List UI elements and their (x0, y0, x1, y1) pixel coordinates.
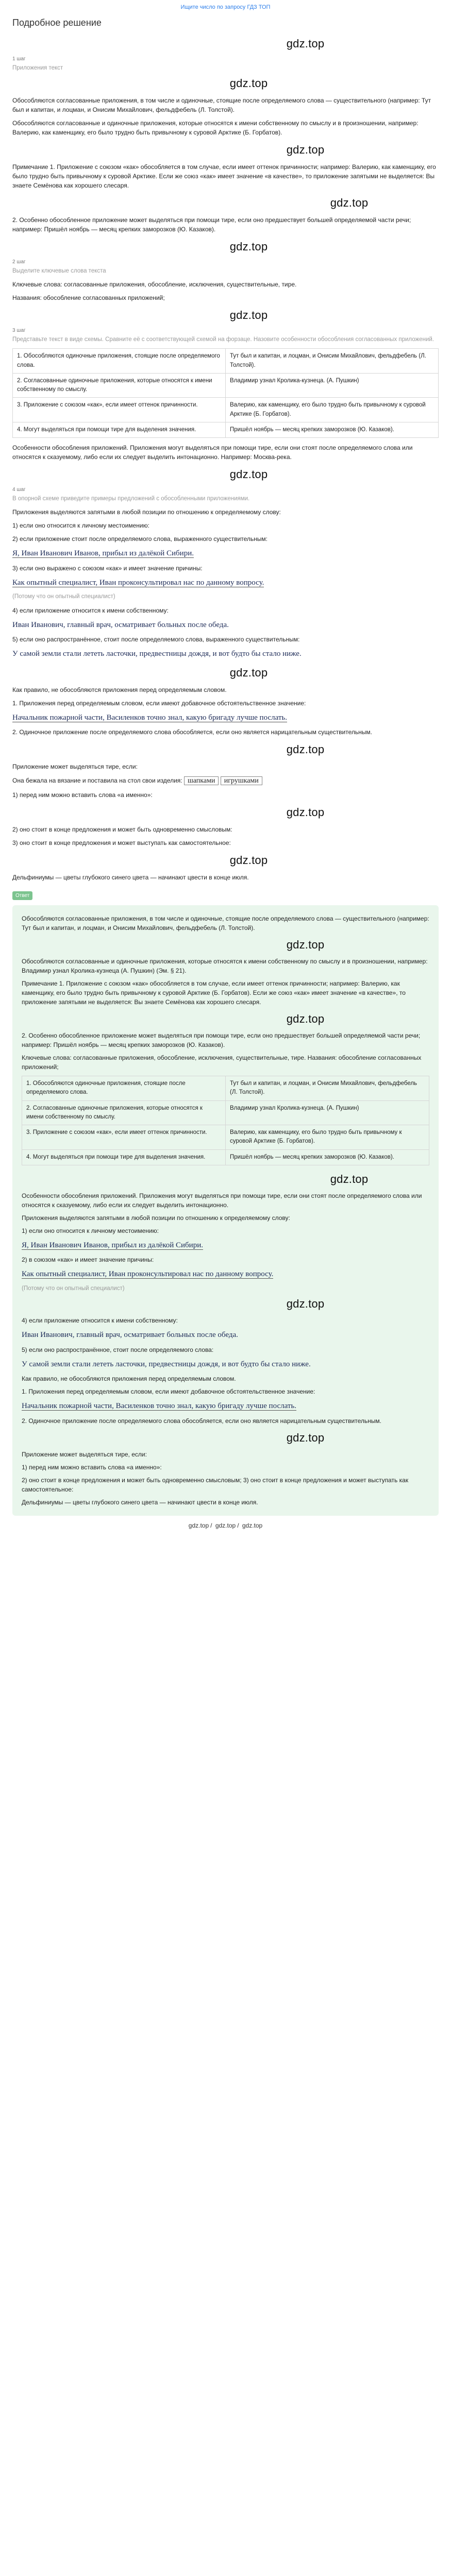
paragraph: 1) если оно относится к личному местоимению: (22, 1227, 159, 1234)
paragraph: Ключевые слова: согласованные приложения, обособление, исключения, существительные, тире. (12, 281, 297, 288)
table-row (13, 349, 439, 374)
paragraph: Приложения выделяются запятыми в любой позиции по отношению к определяемому слову: (12, 509, 281, 516)
table-cell: Пришёл ноябрь — месяц крепких заморозков (Ю. Казаков). (226, 422, 439, 437)
watermark: gdz.top (229, 468, 268, 481)
handwritten-example (12, 577, 439, 589)
handwritten-text: Как опытный специалист, Иван проконсультировал нас по данному вопросу. (12, 578, 264, 587)
paragraph (12, 775, 439, 786)
table-cell: 1. Обособляются одиночные приложения, стоящие после определяемого слова. (13, 349, 226, 374)
handwritten-example (12, 648, 439, 660)
paragraph: Обособляются согласованные и одиночные приложения, которые относятся к имени собственному по смыслу и в произношении, например: Валерию, как каменщику, его было трудно быть привычному к суровой Арктике (Б. Горбатов). (12, 119, 419, 136)
paragraph: 1. Приложения перед определяемым словом, если имеют добавочное обстоятельственное значение: (12, 699, 306, 707)
boxed-word: шапками (184, 776, 219, 785)
footer-links: gdz.top / gdz.top / gdz.top (188, 1521, 263, 1529)
table-cell: Владимир узнал Кролика-кузнеца. (А. Пушкин) (226, 373, 439, 398)
examples-table (12, 348, 439, 438)
text: Она бежала на вязание и поставила на стол свои изделия: (12, 777, 182, 784)
table-cell: 3. Приложение с союзом «как», если имеет оттенок причинности. (13, 398, 226, 422)
watermark: gdz.top (229, 240, 268, 253)
paragraph: 2) если приложение стоит после определяемого слова, выраженного существительным: (12, 535, 268, 543)
paragraph: 2) оно стоит в конце предложения и может быть одновременно смысловым: (12, 826, 232, 833)
handwritten-text: У самой земли стали лететь ласточки, предвестницы дождя, и вот будто бы стало ниже. (22, 1360, 311, 1368)
paragraph: 2. Особенно обособленное приложение может выделяться при помощи тире, если оно предшествует большей определяемой части речи; например: Пришёл ноябрь — месяц крепких заморозков (Ю. Казаков). (12, 216, 411, 233)
handwritten-example (12, 712, 439, 724)
table-cell: Пришёл ноябрь — месяц крепких заморозков (Ю. Казаков). (226, 1149, 429, 1165)
paragraph: Дельфиниумы — цветы глубокого синего цвета — начинают цвести в конце июля. (12, 874, 249, 881)
paragraph: Названия: обособление согласованных приложений; (12, 294, 165, 301)
paragraph: Как правило, не обособляются приложения перед определяемым словом. (12, 686, 227, 693)
handwritten-text: Как опытный специалист, Иван проконсультировал нас по данному вопросу. (22, 1270, 274, 1279)
paragraph: Обособляются согласованные приложения, в том числе и одиночные, стоящие после определяемого слова — существительного (например: Тут был и капитан, и лоцман, и Онисим Михайлович, фельдфебель (Л. Толстой). (22, 915, 429, 931)
step-subtitle: Приложения текст (12, 64, 63, 71)
paragraph: 2. Особенно обособленное приложение может выделяться при помощи тире, если оно предшествует большей определяемой части речи; например: Пришёл ноябрь — месяц крепких заморозков (Ю. Казаков). (22, 1032, 421, 1048)
boxed-word: игрушками (221, 776, 262, 785)
paragraph: Особенности обособления приложений. Приложения могут выделяться при помощи тире, если они стоят после определяемого слова или относятся к сказуемому, либо если их следует выделить интонационно. (22, 1192, 422, 1209)
paragraph: Дельфиниумы — цветы глубокого синего цвета — начинают цвести в конце июля. (22, 1498, 258, 1506)
watermark: gdz.top (229, 76, 268, 90)
step-subtitle: В опорной схеме приведите примеры предложений с обособленными приложениями. (12, 496, 250, 502)
answer-box (12, 905, 439, 1516)
watermark: gdz.top (229, 666, 268, 679)
table-cell: Тут был и капитан, и лоцман, и Онисим Михайлович, фельдфебель (Л. Толстой). (226, 349, 439, 374)
table-cell: 4. Могут выделяться при помощи тире для выделения значения. (22, 1149, 226, 1165)
paragraph: 1) перед ним можно вставить слова «а именно»: (22, 1463, 162, 1471)
paragraph: 5) если оно распространённое, стоит после определяемого слова: (22, 1346, 214, 1353)
step-label: 4 шаг (12, 487, 26, 493)
footer-link[interactable]: gdz.top (188, 1521, 209, 1529)
paragraph: Примечание 1. Приложение с союзом «как» обособляется в том случае, если имеет оттенок причинности; например: Валерию, как каменщику, его было трудно быть привычному к суровой Арктике. Если же союз «как» имеет значение «в качестве», то приложение запятыми не выделяется: Вы знаете Семёнова как хорошего слесаря. (12, 163, 436, 189)
paragraph: 1. Приложения перед определяемым словом, если имеют добавочное обстоятельственное значение: (22, 1388, 315, 1395)
paragraph: 2. Одиночное приложение после определяемого слова обособляется, если оно является нарицательным существительным. (22, 1417, 381, 1425)
watermark: gdz.top (229, 309, 268, 321)
handwritten-example (22, 1359, 429, 1370)
handwritten-text: Я, Иван Иванович Иванов, прибыл из далёкой Сибири. (12, 549, 194, 558)
paragraph: Обособляются согласованные приложения, в том числе и одиночные, стоящие после определяемого слова — существительного (например: Тут был и капитан, и лоцман, и Онисим Михайлович, фельдфебель (Л. Толстой). (12, 96, 431, 113)
table-row (13, 373, 439, 398)
handwritten-text: Иван Иванович, главный врач, осматривает больных после обеда. (12, 620, 229, 629)
paragraph: 5) если оно распространённое, стоит после определяемого слова, выраженного существительным: (12, 636, 300, 643)
paragraph: Ключевые слова: согласованные приложения, обособление, исключения, существительные, тире. Названия: обособление согласованных приложений; (22, 1054, 422, 1071)
table-cell: 2. Согласованные одиночные приложения, которые относятся к имени собственному по смыслу. (22, 1100, 226, 1125)
paragraph: 4) если приложение относится к имени собственному: (22, 1317, 178, 1324)
step-label: 3 шаг (12, 328, 26, 333)
handwritten-example (12, 548, 439, 560)
page-title: Подробное решение (12, 17, 102, 28)
watermark: gdz.top (286, 938, 325, 951)
paragraph: 2) оно стоит в конце предложения и может быть одновременно смысловым; 3) оно стоит в конце предложения и может выступать как самостоятельное: (22, 1476, 409, 1493)
handwritten-text: Иван Иванович, главный врач, осматривает больных после обеда. (22, 1331, 238, 1339)
handwritten-example (22, 1240, 429, 1251)
paragraph: Приложение может выделяться тире, если: (22, 1450, 147, 1458)
paragraph: 1) если оно относится к личному местоимению: (12, 522, 149, 530)
watermark: gdz.top (286, 1431, 325, 1444)
paragraph: Примечание 1. Приложение с союзом «как» обособляется в том случае, если имеет оттенок причинности; например: Валерию, как каменщику, его было трудно быть привычному к суровой Арктике (Б. Горбатов). Если же союз «как» имеет значение «в качестве», то приложение запятыми не выделяется: Вы знаете Семёнова как хорошего слесаря. (22, 980, 406, 1006)
watermark: gdz.top (286, 1297, 325, 1310)
handwritten-text: Начальник пожарной части, Василенков точно знал, какую бригаду лучше послать. (12, 713, 288, 722)
table-cell: 3. Приложение с союзом «как», если имеет оттенок причинности. (22, 1125, 226, 1150)
search-question-link[interactable]: Ищите число по запросу ГДЗ ТОП (180, 4, 271, 10)
handwritten-text: У самой земли стали лететь ласточки, предвестницы дождя, и вот будто бы стало ниже. (12, 650, 302, 658)
paragraph: Приложение может выделяться тире, если: (12, 763, 138, 770)
table-row (13, 422, 439, 437)
table-row (22, 1076, 429, 1101)
paragraph: 4) если приложение относится к имени собственному: (12, 606, 169, 614)
table-row (13, 398, 439, 422)
paragraph: 3) оно стоит в конце предложения и может выступать как самостоятельное: (12, 839, 231, 846)
table-row (22, 1125, 429, 1150)
table-cell: Тут был и капитан, и лоцман, и Онисим Михайлович, фельдфебель (Л. Толстой). (226, 1076, 429, 1101)
step-label: 2 шаг (12, 259, 26, 265)
watermark: gdz.top (286, 143, 325, 156)
note: (Потому что он опытный специалист) (12, 594, 115, 600)
note: (Потому что он опытный специалист) (22, 1285, 125, 1292)
paragraph: 3) если оно выражено с союзом «как» и имеет значение причины: (12, 564, 203, 572)
watermark: gdz.top (330, 1172, 369, 1185)
table-cell: Владимир узнал Кролика-кузнеца. (А. Пушкин) (226, 1100, 429, 1125)
table-cell: Валерию, как каменщику, его было трудно быть привычному к суровой Арктике (Б. Горбатов). (226, 1125, 429, 1150)
table-cell: Валерию, как каменщику, его было трудно быть привычному к суровой Арктике (Б. Горбатов). (226, 398, 439, 422)
paragraph: Особенности обособления приложений. Приложения могут выделяться при помощи тире, если они стоят после определяемого слова или относятся к сказуемому, либо если их следует выделить интонационно. Например: Москва-река. (12, 444, 413, 461)
handwritten-text: Я, Иван Иванович Иванов, прибыл из далёкой Сибири. (22, 1241, 203, 1249)
paragraph: 1) перед ним можно вставить слова «а именно»: (12, 791, 153, 799)
table-cell: 2. Согласованные одиночные приложения, которые относятся к имени собственному по смыслу. (13, 373, 226, 398)
watermark: gdz.top (229, 854, 268, 867)
step-subtitle: Выделите ключевые слова текста (12, 267, 106, 274)
footer-link[interactable]: gdz.top (242, 1521, 263, 1529)
handwritten-example (22, 1400, 429, 1412)
table-cell: 1. Обособляются одиночные приложения, стоящие после определяемого слова. (22, 1076, 226, 1101)
watermark: gdz.top (286, 1012, 325, 1025)
paragraph: 2) в союзом «как» и имеет значение причины: (22, 1256, 154, 1264)
watermark: gdz.top (286, 37, 325, 50)
footer-link[interactable]: gdz.top (215, 1521, 236, 1529)
handwritten-example (22, 1329, 429, 1341)
paragraph: Как правило, не обособляются приложения перед определяемым словом. (22, 1375, 236, 1382)
watermark: gdz.top (286, 806, 325, 819)
watermark: gdz.top (330, 196, 369, 209)
step-label: 1 шаг (12, 56, 26, 62)
paragraph: Обособляются согласованные и одиночные приложения, которые относятся к имени собственному по смыслу и в произношении, например: Владимир узнал Кролика-кузнеца (А. Пушкин) (Эм. § 21). (22, 958, 428, 974)
paragraph: 2. Одиночное приложение после определяемого слова обособляется, если оно является нарицательным существительным. (12, 728, 372, 736)
examples-table (22, 1076, 429, 1165)
answer-badge: Ответ (12, 891, 32, 900)
handwritten-text: Начальник пожарной части, Василенков точно знал, какую бригаду лучше послать. (22, 1402, 297, 1410)
step-subtitle: Представьте текст в виде схемы. Сравните её с соответствующей схемой на форзаце. Назовите особенности обособления согласованных приложений. (12, 336, 434, 343)
watermark: gdz.top (286, 743, 325, 756)
table-row (22, 1100, 429, 1125)
paragraph: Приложения выделяются запятыми в любой позиции по отношению к определяемому слову: (22, 1214, 290, 1222)
table-row (22, 1149, 429, 1165)
table-cell: 4. Могут выделяться при помощи тире для выделения значения. (13, 422, 226, 437)
handwritten-example (22, 1268, 429, 1280)
handwritten-example (12, 619, 439, 631)
